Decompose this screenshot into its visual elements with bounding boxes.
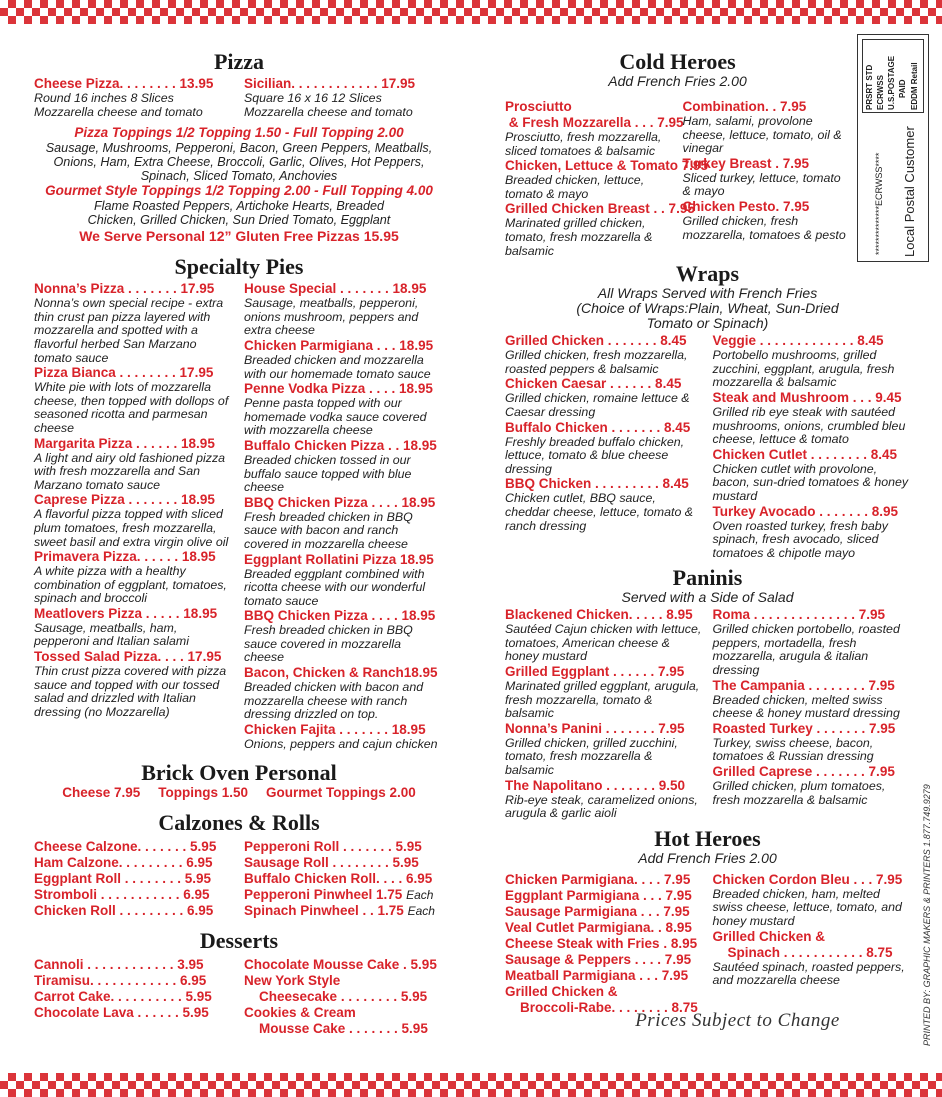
item-name: House Special . . . . . . . 18.95 [244,281,427,297]
desserts-items [34,957,444,1037]
indicia-ecrwss-line: **************ECRWSS**** [874,152,884,255]
hot-heroes-left [505,872,703,1016]
menu-item [505,476,703,533]
menu-item-sicilian [244,76,444,119]
menu-item [505,201,695,258]
calzones-items [34,839,444,919]
menu-item [244,381,444,438]
list-item: Grilled Chicken & [505,983,618,999]
pizza-section [34,50,444,245]
list-item: Cheese Steak with Fries . 8.95 [505,935,698,951]
item-name: Nonna’s Pizza . . . . . . . 17.95 [34,281,215,297]
brick-gourmet: Gourmet Toppings 2.00 [266,785,416,801]
list-item: Ham Calzone. . . . . . . . . 6.95 [34,855,213,871]
item-name: Pizza Bianca . . . . . . . . 17.95 [34,365,214,381]
item-name: Turkey Breast . 7.95 [682,155,810,171]
list-item: Cheese Calzone. . . . . . . 5.95 [34,839,217,855]
item-name: The Campania . . . . . . . . 7.95 [712,677,895,693]
hot-heroes-right [713,872,911,1016]
item-name: Roasted Turkey . . . . . . . 7.95 [712,720,896,736]
item-desc: Sliced turkey, lettuce, tomato & mayo [682,170,841,199]
list-item: Chocolate Mousse Cake . 5.95 [244,957,437,973]
calzones-title: Calzones & Rolls [158,810,320,836]
menu-item [244,495,444,552]
list-item: Buffalo Chicken Roll. . . . 6.95 [244,871,433,887]
item-name: Bacon, Chicken & Ranch18.95 [244,665,438,681]
item-desc: Nonna’s own special recipe - extra thin crust pan pizza layered with mozzarella and spotted with a flavorful herbed San Marzano tomato sauce [34,296,224,365]
list-item: Meatball Parmigiana . . . 7.95 [505,967,689,983]
cold-heroes-section [505,50,850,258]
menu-item [713,504,911,561]
list-item: Carrot Cake. . . . . . . . . . 5.95 [34,989,212,1005]
paninis-right [713,607,911,821]
menu-item [244,281,444,338]
menu-item [505,333,703,376]
wraps-section [505,262,910,560]
item-name: Buffalo Chicken Pizza . . 18.95 [244,437,437,453]
list-item [244,887,444,903]
menu-item [713,390,911,447]
wraps-subtitle: All Wraps Served with French Fries (Choice of Wraps:Plain, Wheat, Sun-Dried Tomato or Spinach) [576,285,839,332]
item-name: Chicken, Lettuce & Tomato 7.95 [505,158,709,174]
item-name: BBQ Chicken Pizza . . . . 18.95 [244,608,436,624]
item-desc: Rib-eye steak, caramelized onions, arugula & garlic aioli [505,792,698,821]
brick-title: Brick Oven Personal [141,760,337,786]
item-desc: Chicken cutlet with provolone, bacon, sun-dried tomatoes & honey mustard [712,461,909,503]
item-name: Chicken Cordon Bleu . . . 7.95 [712,871,903,887]
menu-item [505,778,703,821]
menu-item [505,664,703,721]
list-item: Cheesecake . . . . . . . . 5.95 [244,989,428,1005]
list-item: Eggplant Roll . . . . . . . . 5.95 [34,871,212,887]
hot-heroes-section [505,827,910,1032]
item-name: Chicken Cutlet . . . . . . . . 8.45 [712,446,898,462]
menu-item [244,438,444,495]
menu-item [683,199,851,242]
desserts-right [244,957,444,1037]
list-item: Chicken Parmigiana. . . . 7.95 [505,871,691,887]
pizza-items [34,76,444,119]
item-desc: Grilled chicken, fresh mozzarella, tomatoes & pesto [682,213,846,242]
each-label: Each [407,904,435,919]
menu-item [34,281,234,365]
item-desc: Onions, peppers and cajun chicken [244,736,438,751]
printed-by: PRINTED BY: GRAPHIC MAKERS & PRINTERS 1.877.749.9279 [922,784,932,1046]
item-name: Buffalo Chicken . . . . . . . 8.45 [505,419,691,435]
menu-item [34,606,234,649]
item-name: Meatlovers Pizza . . . . . 18.95 [34,605,218,621]
item-name: Primavera Pizza. . . . . . 18.95 [34,549,216,565]
item-desc: Breaded chicken, ham, melted swiss cheese, lettuce, tomato, and honey mustard [712,886,902,928]
item-name: Turkey Avocado . . . . . . . 8.95 [712,503,899,519]
item-desc: Sausage, meatballs, ham, pepperoni and Italian salami [34,620,189,649]
menu-item [713,872,911,929]
desserts-title: Desserts [199,928,279,954]
item-name: Chicken Fajita . . . . . . . 18.95 [244,721,426,737]
item-name: Veggie . . . . . . . . . . . . . 8.45 [712,333,884,349]
list-item: Sausage & Peppers . . . . 7.95 [505,951,692,967]
item-desc: Marinated grilled chicken, tomato, fresh mozzarella & balsamic [505,216,653,258]
indicia-postage: U.S.POSTAGE [887,55,896,110]
item-desc: Thin crust pizza covered with pizza sauce and topped with our tossed salad and drizzled with Italian dressing (no Mozzarella) [34,664,227,719]
item-desc: Breaded chicken tossed in our buffalo sauce topped with blue cheese [244,452,412,495]
hot-heroes-title: Hot Heroes [654,825,761,851]
menu-item [505,721,703,778]
item-desc: Sausage, meatballs, pepperoni, onions mushroom, peppers and extra cheese [244,296,419,338]
toppings-heading: Pizza Toppings 1/2 Topping 1.50 - Full Topping 2.00 [74,125,404,141]
item-name: Penne Vodka Pizza . . . . 18.95 [244,381,433,397]
calzones-section [34,811,444,919]
wraps-title: Wraps [675,261,740,287]
item-desc: Square 16 x 16 12 Slices Mozzarella cheese and tomato [244,91,413,119]
item-desc: Breaded eggplant combined with ricotta cheese with our wonderful tomato sauce [244,566,426,608]
list-item: Cannoli . . . . . . . . . . . . 3.95 [34,957,204,973]
list-item: Chicken Roll . . . . . . . . . 6.95 [34,903,214,919]
paninis-items [505,607,910,821]
list-item: Sausage Parmigiana . . . 7.95 [505,903,690,919]
item-desc: Grilled chicken, fresh mozzarella, roasted peppers & balsamic [505,348,688,376]
menu-item [713,447,911,504]
item-desc: Fresh breaded chicken in BBQ sauce covered in mozzarella cheese [244,623,413,665]
each-label: Each [406,888,434,903]
list-item: Chocolate Lava . . . . . . 5.95 [34,1005,209,1021]
item-desc: Breaded chicken, lettuce, tomato & mayo [505,173,645,201]
indicia-prsrt: PRSRT STD [865,64,874,110]
menu-item [34,436,234,493]
brick-prices [34,785,444,801]
item-desc: Ham, salami, provolone cheese, lettuce, tomato, oil & vinegar [682,114,842,156]
item-name: Cheese Pizza. . . . . . . . 13.95 [34,76,214,91]
item-name: Caprese Pizza . . . . . . . 18.95 [34,492,215,508]
item-desc: Sautéed spinach, roasted peppers, and mozzarella cheese [712,959,905,988]
item-desc: Fresh breaded chicken in BBQ sauce with bacon and ranch covered in mozzarella cheese [244,509,413,551]
menu-item [713,721,911,764]
menu-item [34,549,234,606]
item-name: Grilled Caprese . . . . . . . 7.95 [712,764,895,780]
menu-item [244,608,444,665]
indicia-ecrwss: ECRWSS [876,75,885,110]
item-name: The Napolitano . . . . . . . 9.50 [505,777,686,793]
item-desc: Penne pasta topped with our homemade vodka sauce covered with mozzarella cheese [244,396,427,438]
postal-indicia [857,34,929,262]
item-name: Combination. . 7.95 [682,99,807,114]
menu-item [244,722,444,752]
list-item: New York Style [244,973,341,989]
menu-item [505,99,684,158]
item-name: Chicken Parmigiana . . . 18.95 [244,337,434,353]
item-desc: Grilled chicken, romaine lettuce & Caesar dressing [505,391,690,419]
item-desc: A light and airy old fashioned pizza with fresh mozzarella and San Marzano tomato sauce [34,450,226,492]
item-desc: Sautéed Cajun chicken with lettuce, tomatoes, American cheese & honey mustard [505,622,702,664]
cold-heroes-left [505,99,709,258]
menu-item-cheese-pizza [34,76,234,119]
wraps-left [505,333,703,560]
item-desc: Grilled chicken, plum tomatoes, fresh mozzarella & balsamic [712,779,886,807]
list-item: Stromboli . . . . . . . . . . . 6.95 [34,887,210,903]
item-desc: Grilled rib eye steak with sautéed mushrooms, onions, crumbled bleu cheese, lettuce & tomato [712,404,906,447]
menu-item [683,99,851,156]
menu-item [34,649,234,719]
item-name: BBQ Chicken . . . . . . . . . 8.45 [505,476,689,492]
wraps-items [505,333,910,560]
menu-item [713,678,911,721]
item-name: Sicilian. . . . . . . . . . . . 17.95 [244,76,416,91]
item-desc: Round 16 inches 8 Slices Mozzarella cheese and tomato [34,91,203,119]
calzones-right [244,839,444,919]
gluten-free-note: We Serve Personal 12” Gluten Free Pizzas 15.95 [79,228,399,245]
gourmet-heading: Gourmet Style Toppings 1/2 Topping 2.00 - Full Topping 4.00 [45,183,433,199]
list-item: Veal Cutlet Parmigiana. . 8.95 [505,919,692,935]
pizza-title: Pizza [213,49,265,74]
item-desc: A flavorful pizza topped with sliced plum tomatoes, fresh mozzarella, sweet basil and extra virgin olive oil [34,507,229,549]
menu-item [505,376,703,419]
indicia-eddm: EDDM Retail [910,62,919,110]
item-desc: Portobello mushrooms, grilled zucchini, eggplant, arugula, fresh mozzarella & balsamic [712,348,895,390]
item-name: Grilled Chicken Breast . . 7.95 [505,201,695,217]
specialty-title: Specialty Pies [174,254,304,280]
specialty-left [34,281,234,751]
menu-item [713,929,911,988]
gourmet-list: Flame Roasted Peppers, Artichoke Hearts, Breaded Chicken, Grilled Chicken, Sun Dried Tomato, Eggplant [87,199,391,228]
hot-heroes-items [505,872,910,1016]
item-desc: Turkey, swiss cheese, bacon, tomatoes & Russian dressing [712,735,874,764]
item-name: Roma . . . . . . . . . . . . . . 7.95 [712,607,886,623]
indicia-paid: PAID [898,79,907,98]
list-item: Tiramisu. . . . . . . . . . . . 6.95 [34,973,207,989]
item-name: BBQ Chicken Pizza . . . . 18.95 [244,494,436,510]
item-desc: Breaded chicken with bacon and mozzarella cheese with ranch dressing drizzled on top. [244,680,424,722]
specialty-items [34,281,444,751]
item-desc: Breaded chicken, melted swiss cheese & honey mustard dressing [712,692,900,721]
paninis-left [505,607,703,821]
paninis-subtitle: Served with a Side of Salad [621,589,794,606]
item-desc: Grilled chicken portobello, roasted peppers, mortadella, fresh mozzarella, arugula & italian dressing [712,622,900,678]
menu-item [34,365,234,435]
checkered-border-top [0,0,942,24]
item-name: Chicken Pesto. 7.95 [682,198,810,214]
wraps-right [713,333,911,560]
cold-heroes-subtitle: Add French Fries 2.00 [608,73,747,89]
cold-heroes-right [683,99,851,258]
desserts-section [34,929,444,1037]
list-item: Mousse Cake . . . . . . . 5.95 [244,1021,428,1037]
item-desc: Chicken cutlet, BBQ sauce, cheddar cheese, lettuce, tomato & ranch dressing [505,491,694,533]
calzones-left [34,839,234,919]
brick-toppings: Toppings 1.50 [158,785,249,801]
item-name: Nonna’s Panini . . . . . . . 7.95 [505,720,685,736]
menu-item [244,338,444,381]
indicia-box [862,39,924,113]
list-item: Sausage Roll . . . . . . . . 5.95 [244,855,419,871]
menu-item [505,420,703,477]
right-column [505,40,910,1032]
paninis-section [505,566,910,821]
menu-item [244,552,444,609]
prices-note: Prices Subject to Change [635,1009,840,1031]
item-desc: Marinated grilled eggplant, arugula, fresh mozzarella, tomato & balsamic [505,679,700,721]
item-name: Prosciutto & Fresh Mozzarella . . . 7.95 [505,99,684,130]
menu-item [244,665,444,722]
item-text: Spinach Pinwheel . . 1.75 [244,903,404,919]
specialty-section [34,255,444,751]
menu-item [713,607,911,677]
item-desc: White pie with lots of mozzarella cheese, then topped with dollops of seasoned ricotta and parmesan cheese [34,380,229,435]
item-desc: Prosciutto, fresh mozzarella, sliced tomatoes & balsamic [505,130,662,158]
brick-section [34,761,444,801]
cold-heroes-title: Cold Heroes [619,49,736,74]
item-name: Margarita Pizza . . . . . . 18.95 [34,435,215,451]
desserts-left [34,957,234,1037]
hot-heroes-subtitle: Add French Fries 2.00 [638,849,777,866]
list-item: Broccoli-Rabe. . . . . . . . 8.75 [505,999,698,1015]
menu-item [505,607,703,664]
brick-cheese: Cheese 7.95 [62,785,141,801]
cold-heroes-items [505,99,850,258]
left-column [34,40,444,1037]
paninis-title: Paninis [672,565,743,591]
list-item [244,903,444,919]
list-item: Cookies & Cream [244,1005,356,1021]
item-desc: Oven roasted turkey, fresh baby spinach, fresh avocado, sliced tomatoes & chipotle mayo [712,518,888,560]
item-name: Steak and Mushroom . . . 9.45 [712,389,902,405]
specialty-right [244,281,444,751]
menu-item [34,492,234,549]
menu-item [505,158,709,201]
item-desc: A white pizza with a healthy combination of eggplant, tomatoes, spinach and broccoli [34,564,227,606]
item-desc: Grilled chicken, grilled zucchini, tomato, fresh mozzarella & balsamic [505,735,678,778]
item-desc: Freshly breaded buffalo chicken, lettuce, tomato & blue cheese dressing [505,434,685,476]
item-name: Blackened Chicken. . . . . 8.95 [505,607,693,623]
checkered-border-bottom [0,1073,942,1097]
item-name: Tossed Salad Pizza. . . . 17.95 [34,649,222,665]
item-name: Grilled Eggplant . . . . . . 7.95 [505,664,685,680]
item-desc: Breaded chicken and mozzarella with our homemade tomato sauce [244,352,431,381]
item-name: Grilled Chicken . . . . . . . 8.45 [505,333,687,349]
toppings-list: Sausage, Mushrooms, Pepperoni, Bacon, Green Peppers, Meatballs, Onions, Ham, Extra Cheese, Broccoli, Garlic, Olives, Hot Peppers, Spinach, Sliced Tomato, Anchovies [45,141,433,184]
list-item: Eggplant Parmigiana . . . 7.95 [505,887,692,903]
item-name: Grilled Chicken & Spinach . . . . . . . . . . . 8.75 [712,928,893,960]
item-text: Pepperoni Pinwheel 1.75 [244,887,403,903]
menu-item [713,333,911,390]
indicia-customer: Local Postal Customer [902,126,917,257]
menu-item [713,764,911,807]
item-name: Chicken Caesar . . . . . . 8.45 [505,376,682,392]
menu-item [683,156,851,199]
item-name: Eggplant Rollatini Pizza 18.95 [244,551,434,567]
list-item: Pepperoni Roll . . . . . . . 5.95 [244,839,422,855]
